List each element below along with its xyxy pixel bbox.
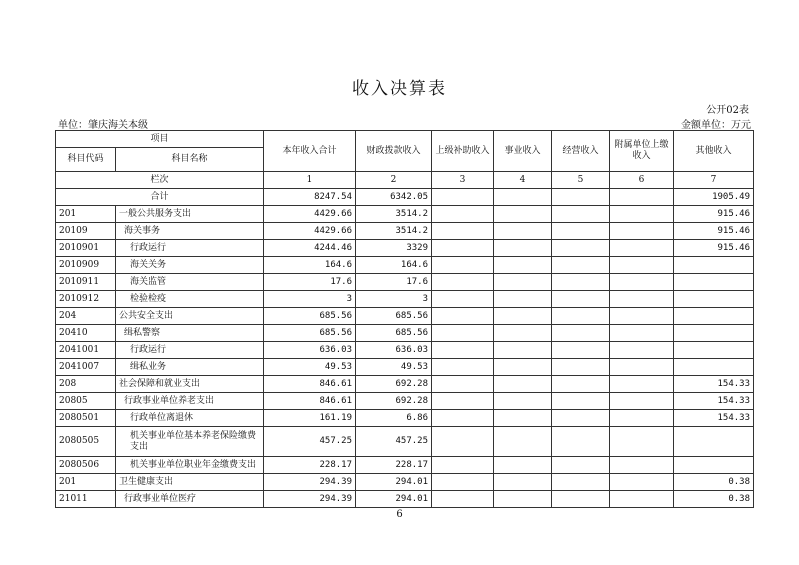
row-value <box>610 325 674 342</box>
row-code: 2010909 <box>56 257 116 274</box>
row-value <box>552 291 610 308</box>
index-label: 栏次 <box>56 172 264 189</box>
row-value <box>674 457 754 474</box>
row-value <box>494 291 552 308</box>
row-value: 846.61 <box>264 376 356 393</box>
header-col-1: 本年收入合计 <box>264 131 356 172</box>
row-value: 4244.46 <box>264 240 356 257</box>
row-value <box>494 223 552 240</box>
row-value: 457.25 <box>356 427 432 457</box>
row-value <box>610 359 674 376</box>
row-name: 海关事务 <box>116 223 264 240</box>
row-value: 17.6 <box>356 274 432 291</box>
table-row <box>56 359 754 376</box>
header-col-2: 财政拨款收入 <box>356 131 432 172</box>
row-name: 一般公共服务支出 <box>116 206 264 223</box>
row-value <box>674 291 754 308</box>
row-value <box>552 257 610 274</box>
page-number: 6 <box>396 509 403 520</box>
row-name: 海关关务 <box>116 257 264 274</box>
table-row <box>56 457 754 474</box>
row-value: 915.46 <box>674 240 754 257</box>
row-value <box>432 308 494 325</box>
row-value: 294.39 <box>264 491 356 508</box>
row-value <box>610 291 674 308</box>
total-label: 合计 <box>56 189 264 206</box>
row-value <box>674 257 754 274</box>
row-value <box>432 359 494 376</box>
table-row <box>56 206 754 223</box>
table-row <box>56 376 754 393</box>
table-row <box>56 308 754 325</box>
row-value <box>494 240 552 257</box>
row-value: 4429.66 <box>264 223 356 240</box>
row-name: 行政事业单位医疗 <box>116 491 264 508</box>
row-value: 457.25 <box>264 427 356 457</box>
row-value: 161.19 <box>264 410 356 427</box>
row-value: 636.03 <box>264 342 356 359</box>
row-value <box>432 240 494 257</box>
header-name: 科目名称 <box>116 148 264 172</box>
row-name: 缉私业务 <box>116 359 264 376</box>
index-row <box>56 172 754 189</box>
row-code: 2010911 <box>56 274 116 291</box>
row-value <box>432 291 494 308</box>
row-value <box>552 427 610 457</box>
row-code: 20109 <box>56 223 116 240</box>
row-value: 164.6 <box>264 257 356 274</box>
row-value <box>610 206 674 223</box>
row-value <box>494 376 552 393</box>
row-value: 17.6 <box>264 274 356 291</box>
index-cell: 6 <box>610 172 674 189</box>
row-code: 201 <box>56 474 116 491</box>
row-code: 2041007 <box>56 359 116 376</box>
row-value <box>610 474 674 491</box>
row-value <box>552 457 610 474</box>
row-value <box>494 359 552 376</box>
row-value: 685.56 <box>356 308 432 325</box>
index-cell: 4 <box>494 172 552 189</box>
row-value <box>610 427 674 457</box>
row-value <box>494 427 552 457</box>
header-row-1 <box>56 131 754 148</box>
row-code: 2080506 <box>56 457 116 474</box>
table-body <box>56 131 754 508</box>
row-value <box>432 257 494 274</box>
row-value <box>610 308 674 325</box>
header-col-7: 其他收入 <box>674 131 754 172</box>
row-value <box>432 325 494 342</box>
row-code: 21011 <box>56 491 116 508</box>
row-value <box>674 274 754 291</box>
total-row <box>56 189 754 206</box>
row-value <box>610 257 674 274</box>
row-code: 2080505 <box>56 427 116 457</box>
row-value: 0.38 <box>674 491 754 508</box>
header-col-3: 上级补助收入 <box>432 131 494 172</box>
row-value: 294.01 <box>356 491 432 508</box>
index-cell: 5 <box>552 172 610 189</box>
row-value <box>610 376 674 393</box>
row-value <box>674 308 754 325</box>
row-value <box>552 491 610 508</box>
row-value: 164.6 <box>356 257 432 274</box>
row-value <box>610 410 674 427</box>
row-value <box>494 491 552 508</box>
row-value <box>610 274 674 291</box>
row-value <box>610 457 674 474</box>
row-code: 208 <box>56 376 116 393</box>
row-value: 154.33 <box>674 410 754 427</box>
row-code: 2010901 <box>56 240 116 257</box>
row-value <box>494 457 552 474</box>
row-code: 2080501 <box>56 410 116 427</box>
row-value <box>494 274 552 291</box>
row-value: 685.56 <box>264 325 356 342</box>
table-row <box>56 342 754 359</box>
row-value: 692.28 <box>356 393 432 410</box>
row-value <box>432 474 494 491</box>
row-value: 3329 <box>356 240 432 257</box>
row-value <box>552 308 610 325</box>
row-value <box>674 325 754 342</box>
row-value <box>494 474 552 491</box>
reporting-unit: 单位：肇庆海关本级 <box>58 120 148 131</box>
row-value: 685.56 <box>356 325 432 342</box>
row-value <box>432 410 494 427</box>
row-value <box>552 393 610 410</box>
row-value: 154.33 <box>674 376 754 393</box>
row-value: 3 <box>356 291 432 308</box>
row-name: 机关事业单位基本养老保险缴费支出 <box>116 427 264 457</box>
table-row <box>56 291 754 308</box>
currency-unit: 金额单位：万元 <box>681 120 751 131</box>
header-col-4: 事业收入 <box>494 131 552 172</box>
row-value: 846.61 <box>264 393 356 410</box>
row-value <box>552 342 610 359</box>
table-row <box>56 393 754 410</box>
index-cell: 2 <box>356 172 432 189</box>
total-value: 1905.49 <box>674 189 754 206</box>
row-name: 卫生健康支出 <box>116 474 264 491</box>
row-value: 3 <box>264 291 356 308</box>
total-value <box>552 189 610 206</box>
header-code: 科目代码 <box>56 148 116 172</box>
total-value <box>610 189 674 206</box>
row-value <box>432 427 494 457</box>
row-value <box>674 427 754 457</box>
table-row <box>56 274 754 291</box>
row-value: 0.38 <box>674 474 754 491</box>
row-value: 692.28 <box>356 376 432 393</box>
row-value: 915.46 <box>674 206 754 223</box>
row-value: 49.53 <box>356 359 432 376</box>
total-value: 8247.54 <box>264 189 356 206</box>
header-col-6: 附属单位上缴收入 <box>610 131 674 172</box>
row-value: 294.01 <box>356 474 432 491</box>
total-value: 6342.05 <box>356 189 432 206</box>
row-value <box>610 342 674 359</box>
row-value <box>610 223 674 240</box>
row-value <box>432 457 494 474</box>
row-value: 636.03 <box>356 342 432 359</box>
row-value <box>610 491 674 508</box>
total-value <box>432 189 494 206</box>
row-name: 行政运行 <box>116 240 264 257</box>
row-value <box>552 474 610 491</box>
index-cell: 7 <box>674 172 754 189</box>
row-name: 社会保障和就业支出 <box>116 376 264 393</box>
row-value <box>610 393 674 410</box>
row-value: 294.39 <box>264 474 356 491</box>
row-value <box>552 240 610 257</box>
row-name: 行政单位离退休 <box>116 410 264 427</box>
row-value <box>494 257 552 274</box>
row-value <box>494 308 552 325</box>
row-value <box>432 206 494 223</box>
table-row <box>56 427 754 457</box>
row-value <box>494 410 552 427</box>
row-value <box>432 491 494 508</box>
row-value <box>432 376 494 393</box>
form-number: 公开02表 <box>706 105 749 116</box>
row-name: 行政事业单位养老支出 <box>116 393 264 410</box>
row-name: 行政运行 <box>116 342 264 359</box>
row-code: 2041001 <box>56 342 116 359</box>
row-value: 3514.2 <box>356 206 432 223</box>
row-value <box>552 325 610 342</box>
row-value: 4429.66 <box>264 206 356 223</box>
row-value: 6.86 <box>356 410 432 427</box>
row-value <box>494 325 552 342</box>
row-name: 机关事业单位职业年金缴费支出 <box>116 457 264 474</box>
header-project: 项目 <box>56 131 264 148</box>
index-cell: 1 <box>264 172 356 189</box>
row-code: 201 <box>56 206 116 223</box>
row-value: 228.17 <box>356 457 432 474</box>
row-value <box>674 342 754 359</box>
table-row <box>56 257 754 274</box>
report-title: 收入决算表 <box>352 79 447 99</box>
row-value <box>552 376 610 393</box>
row-value <box>552 274 610 291</box>
row-value: 228.17 <box>264 457 356 474</box>
table-row <box>56 223 754 240</box>
row-value <box>432 342 494 359</box>
row-name: 公共安全支出 <box>116 308 264 325</box>
row-value <box>552 206 610 223</box>
row-value <box>432 393 494 410</box>
row-value <box>610 240 674 257</box>
table-row <box>56 474 754 491</box>
row-value: 49.53 <box>264 359 356 376</box>
row-value <box>674 359 754 376</box>
income-table <box>55 130 754 508</box>
row-value: 154.33 <box>674 393 754 410</box>
row-name: 检验检疫 <box>116 291 264 308</box>
row-value <box>432 223 494 240</box>
row-value <box>552 223 610 240</box>
table-row <box>56 410 754 427</box>
row-value <box>432 274 494 291</box>
row-value <box>494 342 552 359</box>
index-cell: 3 <box>432 172 494 189</box>
row-code: 204 <box>56 308 116 325</box>
row-code: 20410 <box>56 325 116 342</box>
row-value: 685.56 <box>264 308 356 325</box>
row-value: 3514.2 <box>356 223 432 240</box>
row-value <box>494 206 552 223</box>
total-value <box>494 189 552 206</box>
row-value <box>552 359 610 376</box>
row-name: 缉私警察 <box>116 325 264 342</box>
table-row <box>56 325 754 342</box>
row-value <box>552 410 610 427</box>
row-code: 20805 <box>56 393 116 410</box>
row-code: 2010912 <box>56 291 116 308</box>
header-col-5: 经营收入 <box>552 131 610 172</box>
row-value: 915.46 <box>674 223 754 240</box>
row-name: 海关监管 <box>116 274 264 291</box>
row-value <box>494 393 552 410</box>
table-row <box>56 491 754 508</box>
table-row <box>56 240 754 257</box>
